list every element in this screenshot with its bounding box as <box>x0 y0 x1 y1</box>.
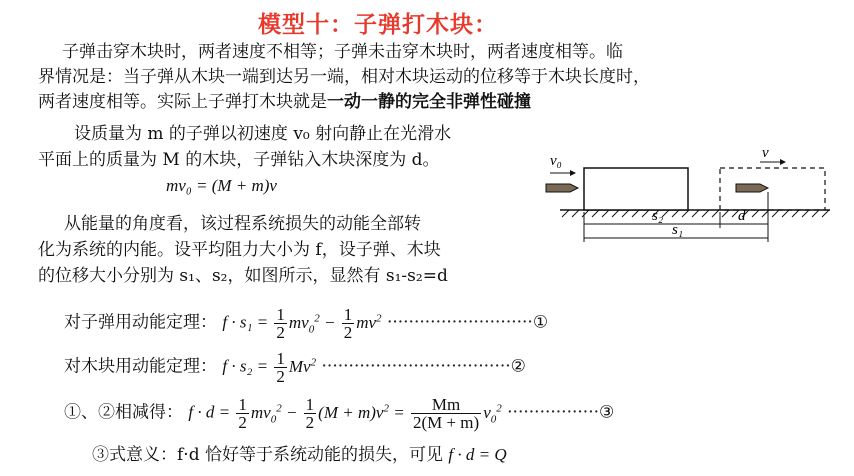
momentum-equation: mv₀ = (M + m)v <box>166 176 277 195</box>
setup-line-2: 平面上的质量为 M 的木块，子弹钻入木块深度为 d。 <box>38 150 440 170</box>
conclusion-equation: f · d = Q <box>448 445 507 464</box>
v-label: v <box>762 145 769 161</box>
block-initial <box>584 168 688 210</box>
s1-label: s₁ <box>672 222 684 238</box>
equation-1-label: 对子弹用动能定理： <box>64 312 217 333</box>
equation-3-label: ①、②相减得： <box>64 402 183 423</box>
equation-3-row: ①、②相减得： f · d = $\frac{1}{2}$ $mv_0^2$ − $\frac{1}{2}$ $(M + m)v^2$ = $\frac{Mm}{2(M + m)}$ $v_0^2$ ·················③ <box>64 394 615 432</box>
fraction-half: $\frac{1}{2}$ <box>343 304 353 342</box>
conclusion-line <box>92 442 507 468</box>
intro-line-2: 界情况是：当子弹从木块一端到达另一端，相对木块运动的位移等于木块长度时， <box>38 67 650 87</box>
energy-line-2: 化为系统的内能。设平均阻力大小为 f，设子弹、木块 <box>38 240 441 260</box>
fraction-half: $\frac{1}{2}$ <box>305 394 315 432</box>
bullet-initial <box>546 184 578 192</box>
page-title: 模型十：子弹打木块： <box>258 11 498 38</box>
setup-line-1: 设质量为 m 的子弹以初速度 v₀ 射向静止在光滑水 <box>74 124 452 144</box>
fraction-half: $\frac{1}{2}$ <box>276 304 285 342</box>
fraction-half: $\frac{1}{2}$ <box>238 394 247 432</box>
conclusion-text: ③式意义：f·d 恰好等于系统动能的损失，可见 <box>92 445 449 465</box>
fraction-mass-ratio: $\frac{Mm}{2(M + m)}$ <box>412 394 480 432</box>
intro-line-3 <box>38 90 531 115</box>
equation-2-label: 对木块用动能定理： <box>64 356 217 377</box>
d-label: d <box>738 208 746 224</box>
bullet-final <box>736 184 768 192</box>
equation-1-marker: ① <box>532 312 549 333</box>
v0-label: v₀ <box>550 153 562 169</box>
fraction-half: $\frac{1}{2}$ <box>276 348 285 386</box>
equation-2-row: 对木块用动能定理： f · s₂ = $\frac{1}{2}$ Mv$^2$ ···································② <box>64 348 526 386</box>
equation-2-marker: ② <box>510 356 526 377</box>
intro-line-3-emphasis: 一动一静的完全非弹性碰撞 <box>327 92 531 112</box>
equation-3-marker: ③ <box>599 402 615 423</box>
equation-2-lhs: f · s₂ = <box>222 356 273 376</box>
equation-3-lhs: f · d = <box>188 402 235 422</box>
energy-line-3: 的位移大小分别为 s₁、s₂，如图所示，显然有 s₁-s₂=d <box>38 266 448 286</box>
bullet-block-diagram <box>540 140 840 252</box>
ground-hatching <box>562 210 829 217</box>
intro-line-1: 子弹击穿木块时，两者速度不相等；子弹未击穿木块时，两者速度相等。临 <box>62 42 623 62</box>
s2-label: s₂ <box>652 208 664 224</box>
v-arrowhead <box>780 159 786 165</box>
intro-line-3-text: 两者速度相等。实际上子弹打木块就是 <box>38 92 327 112</box>
equation-1-lhs: f · s₁ = <box>222 312 273 332</box>
energy-line-1: 从能量的角度看，该过程系统损失的动能全部转 <box>64 214 421 234</box>
equation-1-row: 对子弹用动能定理： f · s₁ = $\frac{1}{2}$ $mv_0^2$ − $\frac{1}{2}$ $mv^2$ ···························① <box>64 304 549 342</box>
v0-arrowhead <box>570 170 576 176</box>
